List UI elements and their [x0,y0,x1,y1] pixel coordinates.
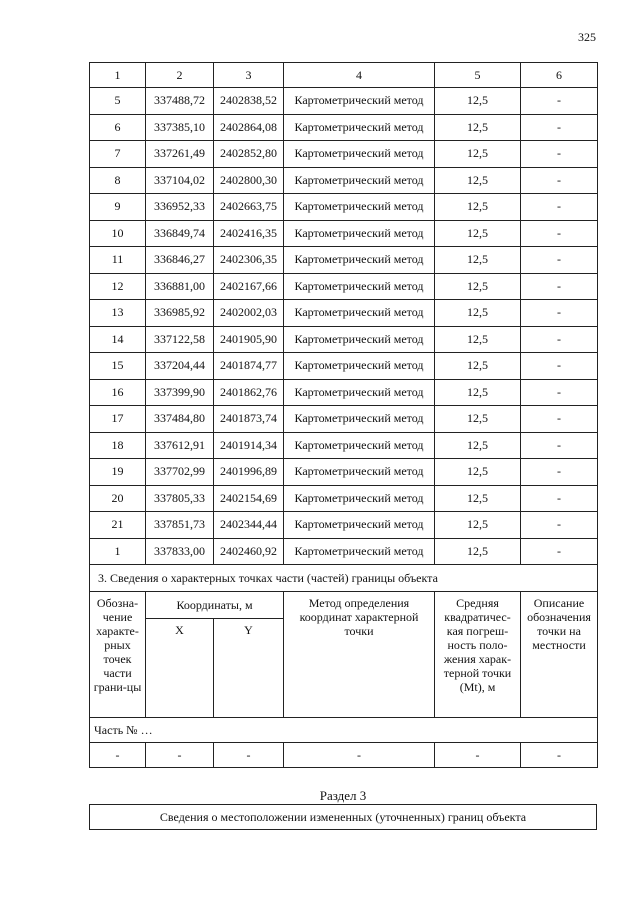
coord-y: 2402852,80 [214,141,284,168]
method: Картометрический метод [284,88,435,115]
point-number: 1 [90,538,146,565]
table-row [90,512,598,539]
mt-value: 12,5 [435,273,521,300]
point-number: 6 [90,114,146,141]
column-number: 6 [521,63,598,88]
point-number: 17 [90,406,146,433]
header-description: Описание обозначения точки на местности [521,592,598,718]
method: Картометрический метод [284,114,435,141]
description: - [521,141,598,168]
mt-value: 12,5 [435,512,521,539]
coord-x: 337261,49 [146,141,214,168]
mt-value: 12,5 [435,300,521,327]
coord-x: 337488,72 [146,88,214,115]
description: - [521,485,598,512]
empty-cell: - [521,743,598,768]
section3-title-row [90,565,598,592]
mt-value: 12,5 [435,459,521,486]
header-method: Метод определения координат характерной точки [284,592,435,718]
table-row [90,300,598,327]
coord-y: 2402167,66 [214,273,284,300]
mt-value: 12,5 [435,88,521,115]
mt-value: 12,5 [435,353,521,380]
coord-y: 2402800,30 [214,167,284,194]
table-row [90,326,598,353]
coord-y: 2402663,75 [214,194,284,221]
coord-y: 2402002,03 [214,300,284,327]
description: - [521,512,598,539]
part-label: Часть № … [90,718,598,743]
coord-y: 2401873,74 [214,406,284,433]
mt-value: 12,5 [435,247,521,274]
table-row [90,459,598,486]
coord-y: 2402864,08 [214,114,284,141]
empty-cell: - [90,743,146,768]
method: Картометрический метод [284,459,435,486]
header-designation: Обозна-чение характе-рных точек части грани-цы [90,592,146,718]
coord-x: 337104,02 [146,167,214,194]
point-number: 11 [90,247,146,274]
mt-value: 12,5 [435,485,521,512]
mt-value: 12,5 [435,326,521,353]
description: - [521,459,598,486]
description: - [521,300,598,327]
table-row [90,220,598,247]
section-box-title: Сведения о местоположении измененных (уточненных) границ объекта [89,804,597,830]
description: - [521,220,598,247]
description: - [521,432,598,459]
point-number: 19 [90,459,146,486]
coord-y: 2402460,92 [214,538,284,565]
point-number: 21 [90,512,146,539]
mt-value: 12,5 [435,432,521,459]
method: Картометрический метод [284,432,435,459]
coord-x: 337851,73 [146,512,214,539]
column-number: 3 [214,63,284,88]
method: Картометрический метод [284,512,435,539]
mt-value: 12,5 [435,379,521,406]
point-number: 13 [90,300,146,327]
header-mt: Средняя квадратичес-кая погреш-ность поло-жения харак-терной точки (Mt), м [435,592,521,718]
mt-value: 12,5 [435,406,521,433]
description: - [521,406,598,433]
point-number: 15 [90,353,146,380]
table-row [90,247,598,274]
method: Картометрический метод [284,141,435,168]
column-number: 2 [146,63,214,88]
mt-value: 12,5 [435,194,521,221]
coord-y: 2401905,90 [214,326,284,353]
point-number: 5 [90,88,146,115]
header-x: X [146,619,214,718]
coord-y: 2402306,35 [214,247,284,274]
part-row [90,718,598,743]
coord-x: 337805,33 [146,485,214,512]
point-number: 9 [90,194,146,221]
coord-x: 337399,90 [146,379,214,406]
mt-value: 12,5 [435,114,521,141]
point-number: 18 [90,432,146,459]
coord-x: 336846,27 [146,247,214,274]
method: Картометрический метод [284,353,435,380]
method: Картометрический метод [284,300,435,327]
coord-x: 337702,99 [146,459,214,486]
description: - [521,326,598,353]
point-number: 16 [90,379,146,406]
mt-value: 12,5 [435,167,521,194]
coord-x: 337385,10 [146,114,214,141]
table-row [90,88,598,115]
mt-value: 12,5 [435,141,521,168]
coord-y: 2401874,77 [214,353,284,380]
point-number: 7 [90,141,146,168]
coord-x: 336952,33 [146,194,214,221]
description: - [521,538,598,565]
method: Картометрический метод [284,538,435,565]
point-number: 20 [90,485,146,512]
description: - [521,167,598,194]
method: Картометрический метод [284,167,435,194]
method: Картометрический метод [284,220,435,247]
coord-y: 2401914,34 [214,432,284,459]
coord-y: 2401996,89 [214,459,284,486]
table-row [90,141,598,168]
coord-y: 2402154,69 [214,485,284,512]
empty-cell: - [284,743,435,768]
table-row [90,406,598,433]
coord-x: 336881,00 [146,273,214,300]
header-y: Y [214,619,284,718]
description: - [521,114,598,141]
coordinates-table [89,62,598,768]
point-number: 10 [90,220,146,247]
coord-x: 337122,58 [146,326,214,353]
method: Картометрический метод [284,485,435,512]
method: Картометрический метод [284,247,435,274]
mt-value: 12,5 [435,538,521,565]
coord-x: 336849,74 [146,220,214,247]
column-number: 4 [284,63,435,88]
section-heading: Раздел 3 [319,788,367,803]
table-row [90,432,598,459]
table-row [90,538,598,565]
coord-x: 336985,92 [146,300,214,327]
table-row [90,273,598,300]
description: - [521,379,598,406]
column-number-row [90,63,598,88]
table-row [90,114,598,141]
description: - [521,88,598,115]
point-number: 14 [90,326,146,353]
method: Картометрический метод [284,326,435,353]
table-row [90,167,598,194]
coord-x: 337612,91 [146,432,214,459]
coord-x: 337833,00 [146,538,214,565]
point-number: 12 [90,273,146,300]
page-number: 325 [578,30,596,44]
description: - [521,273,598,300]
description: - [521,353,598,380]
coord-x: 337484,80 [146,406,214,433]
empty-cell: - [146,743,214,768]
empty-row [90,743,598,768]
method: Картометрический метод [284,194,435,221]
method: Картометрический метод [284,406,435,433]
coord-x: 337204,44 [146,353,214,380]
table-row [90,379,598,406]
empty-cell: - [214,743,284,768]
section3-title: 3. Сведения о характерных точках части (частей) границы объекта [90,565,598,592]
header-coordinates: Координаты, м [146,592,284,619]
column-number: 5 [435,63,521,88]
coord-y: 2402838,52 [214,88,284,115]
mt-value: 12,5 [435,220,521,247]
coord-y: 2402416,35 [214,220,284,247]
description: - [521,194,598,221]
table-row [90,194,598,221]
table-row [90,353,598,380]
table-row [90,485,598,512]
section3-header-row [90,592,598,619]
column-number: 1 [90,63,146,88]
method: Картометрический метод [284,273,435,300]
method: Картометрический метод [284,379,435,406]
coord-y: 2402344,44 [214,512,284,539]
description: - [521,247,598,274]
coord-y: 2401862,76 [214,379,284,406]
empty-cell: - [435,743,521,768]
point-number: 8 [90,167,146,194]
